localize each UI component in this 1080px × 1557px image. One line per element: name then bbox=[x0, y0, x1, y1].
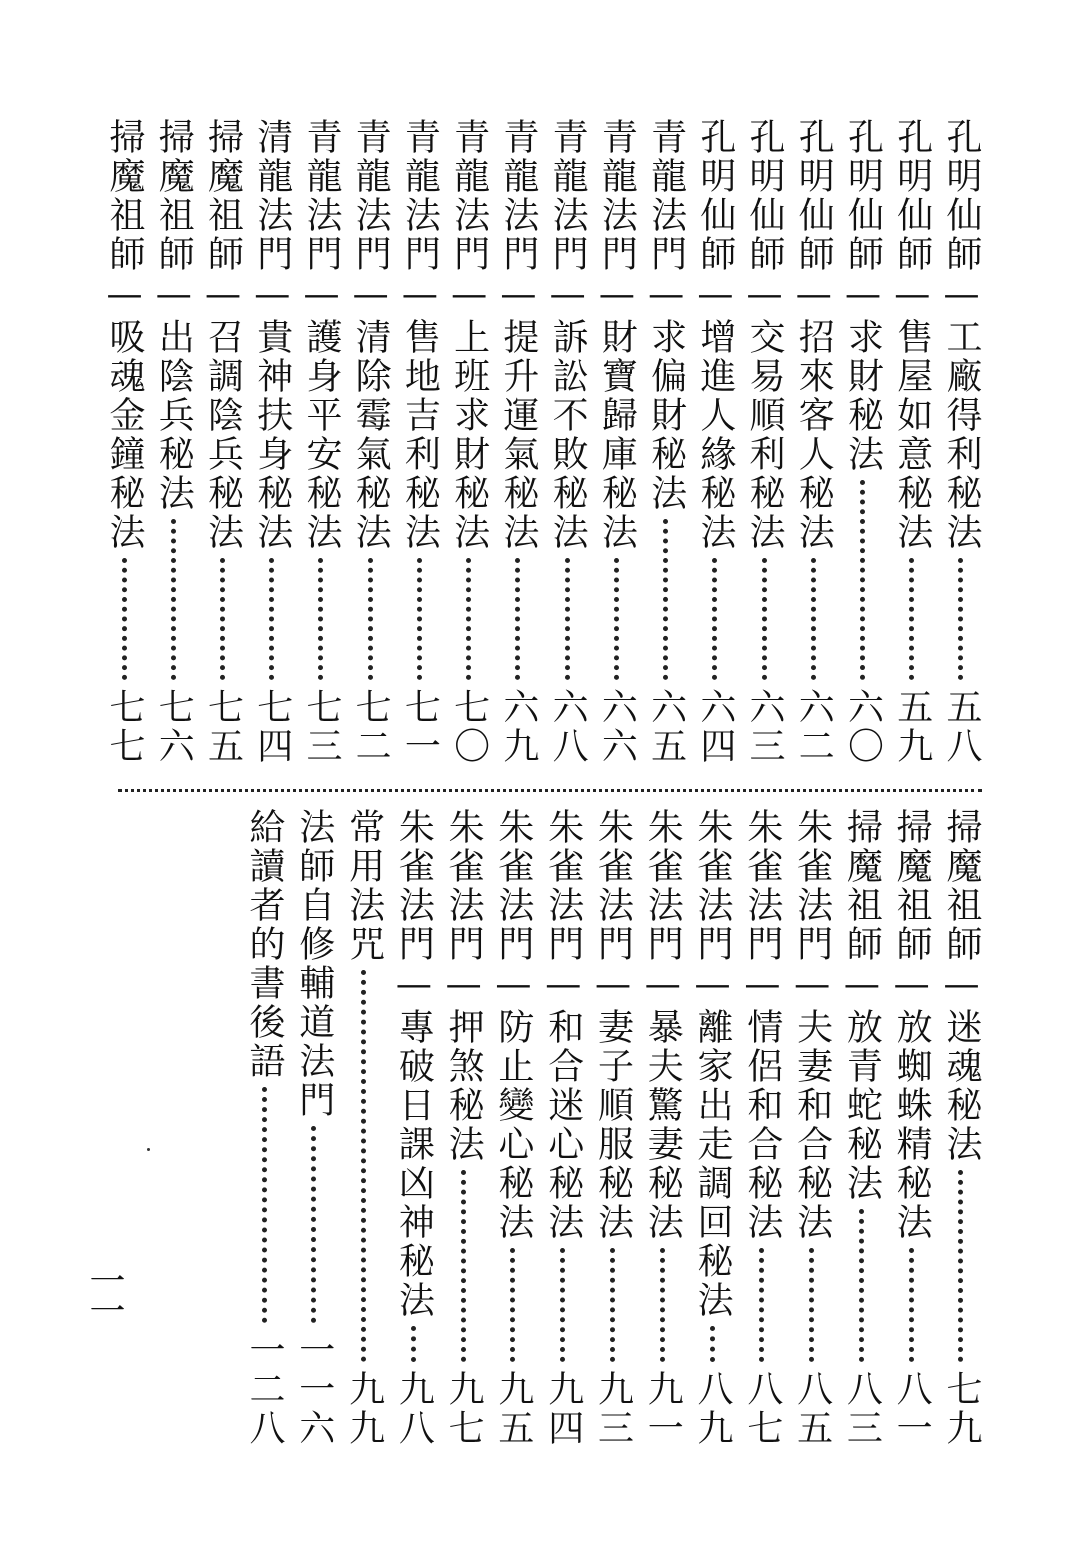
toc-entry-title: 朱雀法門—專破日課凶神秘法 bbox=[393, 808, 435, 1320]
toc-entry-title: 朱雀法門—離家出走調回秘法 bbox=[692, 808, 734, 1320]
dot-leader bbox=[510, 1248, 515, 1362]
toc-entry bbox=[439, 808, 487, 1448]
toc-entry-page: 六五 bbox=[645, 688, 687, 766]
toc-entry bbox=[297, 118, 345, 766]
dot-leader bbox=[809, 1248, 814, 1362]
dot-leader bbox=[269, 558, 274, 680]
dot-leader bbox=[909, 1248, 914, 1362]
toc-entry bbox=[688, 808, 736, 1448]
toc-entry-title: 青龍法門—求偏財秘法 bbox=[645, 118, 687, 513]
toc-entry bbox=[240, 808, 288, 1448]
toc-entry-title: 孔明仙師—工廠得利秘法 bbox=[940, 118, 982, 552]
toc-entry-title: 朱雀法門—情侶和合秘法 bbox=[741, 808, 783, 1242]
dot-leader bbox=[710, 1326, 715, 1362]
toc-entry-title: 朱雀法門—押煞秘法 bbox=[443, 808, 485, 1164]
toc-entry bbox=[738, 808, 786, 1448]
toc-entry-title: 朱雀法門—夫妻和合秘法 bbox=[791, 808, 833, 1242]
toc-entry-page: 八九 bbox=[692, 1370, 734, 1448]
page-number: 一一 bbox=[84, 1262, 125, 1322]
toc-entry-title: 孔明仙師—交易順利秘法 bbox=[744, 118, 786, 552]
toc-entry-title: 清龍法門—貴神扶身秘法 bbox=[251, 118, 293, 552]
toc-entry-page: 九四 bbox=[542, 1370, 584, 1448]
toc-entry bbox=[494, 118, 542, 766]
dot-leader bbox=[466, 558, 471, 680]
dot-leader bbox=[811, 558, 816, 680]
dot-leader bbox=[663, 519, 668, 680]
toc-entry-page: 六二 bbox=[793, 688, 835, 766]
toc-entry-title: 法師自修輔道法門 bbox=[293, 808, 335, 1120]
toc-entry-title: 青龍法門—售地吉利秘法 bbox=[399, 118, 441, 552]
toc-entry bbox=[346, 118, 394, 766]
toc-entry-title: 掃魔祖師—放蜘蛛精秘法 bbox=[891, 808, 933, 1242]
toc-entry bbox=[888, 118, 936, 766]
dot-leader bbox=[361, 970, 366, 1362]
toc-entry bbox=[389, 808, 437, 1448]
toc-entry-page: 七四 bbox=[251, 688, 293, 766]
toc-entry-title: 掃魔祖師—吸魂金鐘秘法 bbox=[104, 118, 145, 552]
toc-entry bbox=[837, 808, 885, 1448]
toc-entry bbox=[740, 118, 788, 766]
toc-entry-title: 常用法咒 bbox=[343, 808, 385, 964]
toc-entry-page: 九一 bbox=[642, 1370, 684, 1448]
toc-entry bbox=[937, 808, 985, 1448]
toc-entry-page: 七三 bbox=[300, 688, 342, 766]
toc-entry-title: 青龍法門—提升運氣秘法 bbox=[497, 118, 539, 552]
toc-entry bbox=[839, 118, 887, 766]
toc-entry bbox=[395, 118, 443, 766]
dot-leader bbox=[712, 558, 717, 680]
toc-entry-title: 朱雀法門—妻子順服秘法 bbox=[592, 808, 634, 1242]
toc-entry bbox=[788, 808, 836, 1448]
dot-leader bbox=[461, 1170, 466, 1362]
toc-entry-title: 掃魔祖師—出陰兵秘法 bbox=[153, 118, 195, 513]
toc-entry bbox=[642, 118, 690, 766]
toc-entry-page: 七六 bbox=[153, 688, 195, 766]
dot-leader bbox=[515, 558, 520, 680]
dot-leader bbox=[660, 1248, 665, 1362]
toc-entry bbox=[100, 118, 148, 766]
toc-entry-page: 七五 bbox=[202, 688, 244, 766]
toc-entry-page: 九五 bbox=[492, 1370, 534, 1448]
dot-leader bbox=[860, 480, 865, 680]
toc-top-section bbox=[100, 118, 985, 766]
toc-entry bbox=[340, 808, 388, 1448]
dot-leader bbox=[417, 558, 422, 680]
toc-entry-title: 孔明仙師—招來客人秘法 bbox=[793, 118, 835, 552]
toc-entry-page: 九八 bbox=[393, 1370, 435, 1448]
toc-entry-title: 朱雀法門—暴夫驚妻秘法 bbox=[642, 808, 684, 1242]
toc-entry-page: 八七 bbox=[741, 1370, 783, 1448]
dot-leader bbox=[220, 558, 225, 680]
toc-entry-title: 青龍法門—財寶歸庫秘法 bbox=[596, 118, 638, 552]
dot-leader bbox=[958, 1170, 963, 1362]
toc-entry bbox=[638, 808, 686, 1448]
print-speck bbox=[147, 1148, 150, 1151]
toc-entry-title: 孔明仙師—求財秘法 bbox=[842, 118, 884, 474]
toc-entry-title: 掃魔祖師—放青蛇秘法 bbox=[841, 808, 883, 1203]
dot-leader bbox=[614, 558, 619, 680]
toc-entry-page: 七七 bbox=[104, 688, 145, 766]
dot-leader bbox=[610, 1248, 615, 1362]
dot-leader bbox=[171, 519, 176, 680]
toc-entry-page: 六九 bbox=[497, 688, 539, 766]
dot-leader bbox=[560, 1248, 565, 1362]
toc-entry-page: 一二八 bbox=[244, 1331, 285, 1448]
toc-entry bbox=[543, 118, 591, 766]
toc-entry-title: 朱雀法門—和合迷心秘法 bbox=[542, 808, 584, 1242]
dot-leader bbox=[565, 558, 570, 680]
toc-entry-page: 九九 bbox=[343, 1370, 385, 1448]
toc-entry bbox=[248, 118, 296, 766]
dot-leader bbox=[759, 1248, 764, 1362]
dot-leader bbox=[762, 558, 767, 680]
dot-leader bbox=[122, 558, 127, 680]
toc-entry-page: 九三 bbox=[592, 1370, 634, 1448]
toc-entry-page: 六八 bbox=[547, 688, 589, 766]
toc-entry-page: 五八 bbox=[940, 688, 982, 766]
toc-entry bbox=[198, 118, 246, 766]
toc-entry bbox=[937, 118, 985, 766]
toc-entry-title: 朱雀法門—防止變心秘法 bbox=[492, 808, 534, 1242]
toc-entry-title: 孔明仙師—售屋如意秘法 bbox=[891, 118, 933, 552]
dot-leader bbox=[909, 558, 914, 680]
toc-entry-page: 七一 bbox=[399, 688, 441, 766]
toc-entry-page: 八一 bbox=[891, 1370, 933, 1448]
toc-entry-title: 青龍法門—清除霉氣秘法 bbox=[350, 118, 392, 552]
dot-leader bbox=[368, 558, 373, 680]
dot-leader bbox=[958, 558, 963, 680]
dot-leader bbox=[859, 1209, 864, 1362]
toc-entry-page: 八五 bbox=[791, 1370, 833, 1448]
toc-entry-page: 九七 bbox=[443, 1370, 485, 1448]
toc-entry-page: 一一六 bbox=[293, 1331, 335, 1448]
toc-entry bbox=[445, 118, 493, 766]
toc-entry-title: 給讀者的書後語 bbox=[244, 808, 285, 1081]
toc-entry-title: 青龍法門—護身平安秘法 bbox=[300, 118, 342, 552]
dot-leader bbox=[411, 1326, 416, 1362]
toc-entry bbox=[887, 808, 935, 1448]
dot-leader bbox=[262, 1087, 267, 1323]
toc-entry bbox=[592, 118, 640, 766]
toc-entry-page: 七二 bbox=[350, 688, 392, 766]
toc-entry bbox=[149, 118, 197, 766]
toc-entry bbox=[489, 808, 537, 1448]
toc-entry-page: 五九 bbox=[891, 688, 933, 766]
toc-entry-page: 七九 bbox=[940, 1370, 982, 1448]
toc-entry-page: 七〇 bbox=[448, 688, 490, 766]
toc-entry bbox=[789, 118, 837, 766]
toc-entry-title: 掃魔祖師—召調陰兵秘法 bbox=[202, 118, 244, 552]
toc-entry-title: 青龍法門—訴訟不敗秘法 bbox=[547, 118, 589, 552]
dot-leader bbox=[311, 1126, 316, 1323]
section-divider bbox=[118, 789, 982, 792]
toc-entry bbox=[290, 808, 338, 1448]
dot-leader bbox=[318, 558, 323, 680]
toc-entry bbox=[691, 118, 739, 766]
toc-entry-title: 掃魔祖師—迷魂秘法 bbox=[940, 808, 982, 1164]
toc-entry bbox=[539, 808, 587, 1448]
toc-entry bbox=[588, 808, 636, 1448]
toc-entry-page: 六三 bbox=[744, 688, 786, 766]
toc-entry-page: 六〇 bbox=[842, 688, 884, 766]
toc-entry-title: 青龍法門—上班求財秘法 bbox=[448, 118, 490, 552]
toc-entry-page: 六六 bbox=[596, 688, 638, 766]
toc-entry-page: 八三 bbox=[841, 1370, 883, 1448]
toc-entry-page: 六四 bbox=[694, 688, 736, 766]
toc-entry-title: 孔明仙師—增進人緣秘法 bbox=[694, 118, 736, 552]
toc-bottom-section bbox=[240, 808, 985, 1448]
